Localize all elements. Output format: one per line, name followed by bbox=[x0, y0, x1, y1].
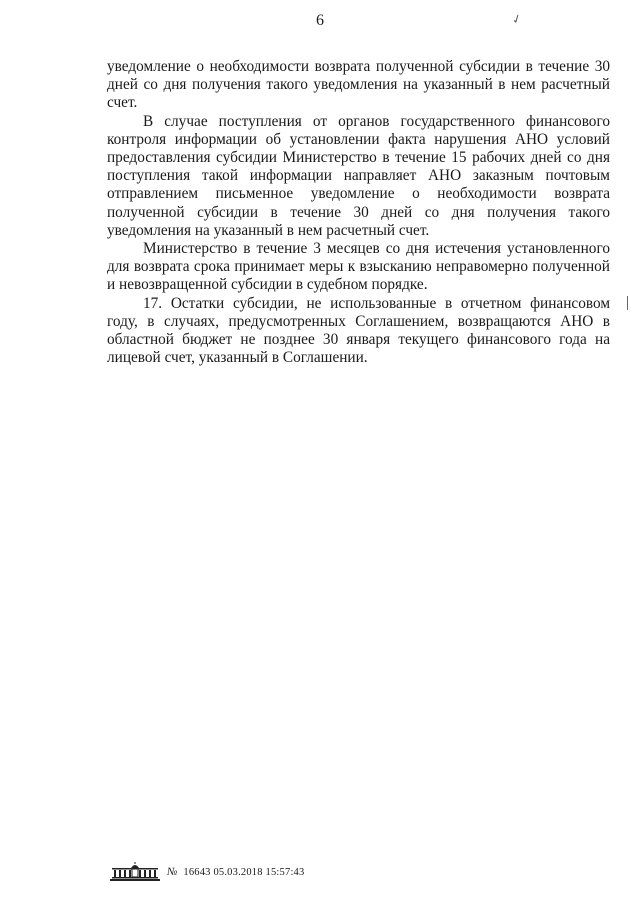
registration-info: 16643 05.03.2018 15:57:43 bbox=[183, 866, 305, 878]
paragraph-ministry-recovery: Министерство в течение 3 месяцев со дня истечения установленного для возврата срока принимает меры к взысканию неправомерно полученной и невозвращенной субсидии в судебном порядке. bbox=[107, 240, 610, 294]
government-building-stamp-icon bbox=[109, 862, 161, 882]
document-body bbox=[107, 58, 610, 367]
registration-number-sign: № bbox=[167, 866, 178, 878]
page-number: 6 bbox=[316, 12, 324, 29]
paragraph-continuation: уведомление о необходимости возврата полученной субсидии в течение 30 дней со дня получения такого уведомления на указанный в нем расчетный счет. bbox=[107, 58, 610, 112]
registration-footer bbox=[109, 861, 304, 883]
paragraph-financial-control: В случае поступления от органов государственного финансового контроля информации об установлении факта нарушения АНО условий предоставления субсидии Министерство в течение 15 рабочих дней со дня поступления такой информации направляет АНО заказным почтовым отправлением письменное уведомление о необходимости возврата полученной субсидии в течение 30 дней со дня получения такого уведомления на указанный в нем расчетный счет. bbox=[107, 112, 610, 239]
scan-check-mark: ✓ bbox=[509, 10, 524, 28]
margin-mark bbox=[627, 296, 631, 310]
paragraph-clause-17: 17. Остатки субсидии, не использованные в отчетном финансовом году, в случаях, предусмотренных Соглашением, возвращаются АНО в областной бюджет не позднее 30 января текущего финансового года на лицевой счет, указанный в Соглашении. bbox=[107, 294, 610, 367]
